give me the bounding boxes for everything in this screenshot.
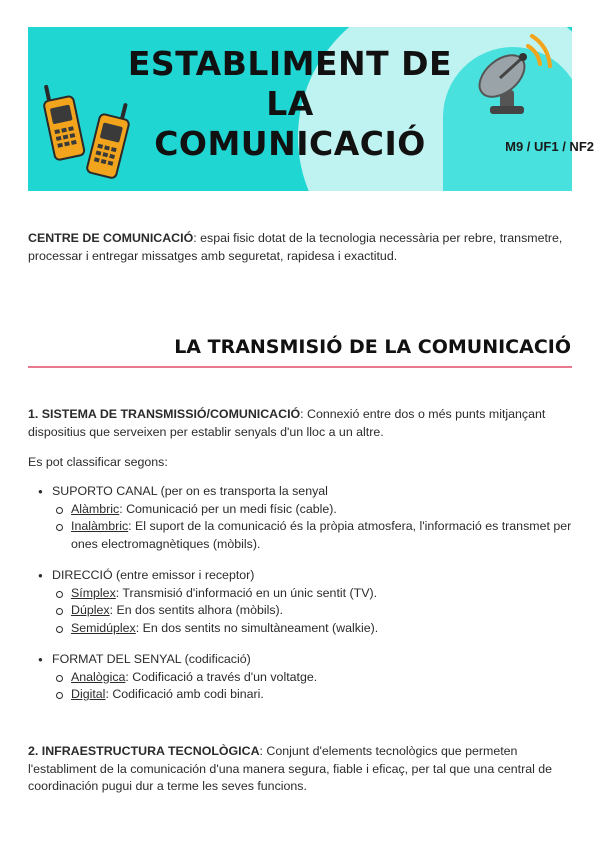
group-direccio — [28, 567, 573, 637]
page-title — [100, 44, 480, 164]
item-term: Analògica — [71, 669, 126, 684]
list-item — [28, 483, 573, 553]
paragraph-1 — [28, 406, 573, 441]
list-item — [52, 602, 573, 620]
list-item — [52, 669, 573, 687]
group-label: SUPORTO CANAL (per on es transporta la senyal — [52, 484, 328, 498]
item-text: : El suport de la comunicació és la pròpia atmosfera, l'informació es transmet per ones electromagnètiques (mòbils). — [71, 519, 572, 551]
item-text: : Codificació a través d'un voltatge. — [125, 669, 318, 684]
item-term: Dúplex — [71, 603, 110, 617]
title-line-2: COMUNICACIÓ — [154, 124, 426, 163]
item-term: Inalàmbric — [71, 519, 129, 533]
definition-paragraph — [28, 229, 573, 265]
classify-text: Es pot classificar segons: — [28, 455, 168, 469]
item-term: Semidúplex — [71, 620, 136, 635]
list-item — [52, 585, 573, 603]
definition-term: CENTRE DE COMUNICACIÓ — [28, 231, 194, 245]
group-label: DIRECCIÓ (entre emissor i receptor) — [52, 568, 255, 582]
item-text: : Codificació amb codi binari. — [105, 687, 264, 701]
paragraph-2-term: 2. INFRAESTRUCTURA TECNOLÒGICA — [28, 744, 260, 758]
item-text: : En dos sentits no simultàneament (walkie). — [135, 620, 379, 635]
group-format — [28, 651, 573, 704]
paragraph-2 — [28, 743, 573, 796]
item-text: : En dos sentits alhora (mòbils). — [109, 603, 284, 617]
list-item — [52, 501, 573, 519]
list-item — [52, 518, 573, 553]
item-term: Digital — [71, 687, 106, 701]
item-text: : Comunicació per un medi físic (cable). — [119, 501, 337, 516]
definition-text: : espai fisic dotat de la tecnologia necessària per rebre, transmetre, processar i entregar missatges amb seguretat, rapidesa i exactitud. — [28, 231, 563, 263]
item-text: : Transmisió d'informació en un únic sentit (TV). — [115, 585, 378, 600]
paragraph-1-text: : Connexió entre dos o més punts mitjançant dispositius que serveixen per establir senyals d'un lloc a un altre. — [28, 407, 546, 439]
list-item — [52, 686, 573, 704]
group-label: FORMAT DEL SENYAL (codificació) — [52, 652, 251, 666]
section-divider — [28, 366, 572, 368]
section-heading: LA TRANSMISIÓ DE LA COMUNICACIÓ — [174, 336, 571, 358]
list-item — [52, 620, 573, 638]
paragraph-1-term: 1. SISTEMA DE TRANSMISSIÓ/COMUNICACIÓ — [28, 407, 301, 421]
module-code: M9 / UF1 / NF2 — [505, 139, 594, 154]
paragraph-2-text: : Conjunt d'elements tecnològics que permeten l'establiment de la comunicación d'una manera segura, fiable i eficaç, per tal que una central de coordinación pugui dur a terme les seves funcions. — [28, 744, 553, 793]
title-line-1: ESTABLIMENT DE LA — [127, 44, 453, 123]
list-item — [28, 651, 573, 704]
group-suport — [28, 483, 573, 553]
list-item — [28, 567, 573, 637]
item-term: Alàmbric — [71, 501, 120, 516]
item-term: Símplex — [71, 585, 116, 600]
